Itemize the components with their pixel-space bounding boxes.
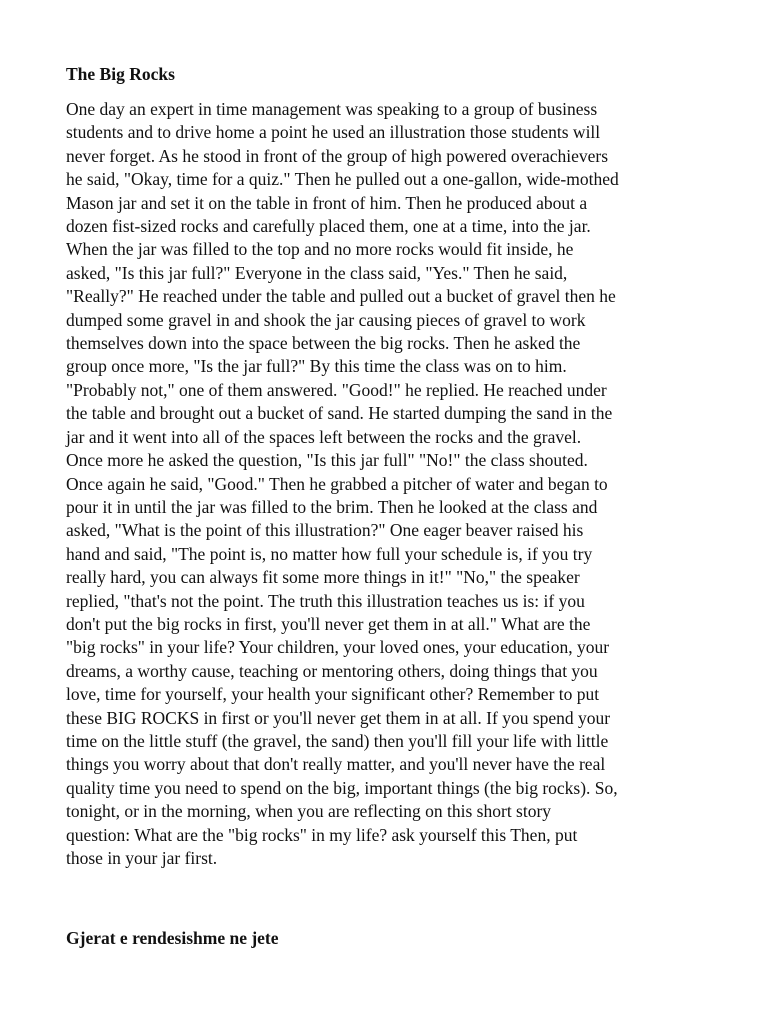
- section-heading: Gjerat e rendesishme ne jete: [66, 928, 279, 948]
- paragraph-line: Once more he asked the question, "Is this jar full" "No!" the class shouted.: [66, 450, 588, 471]
- paragraph-line: Mason jar and set it on the table in front of him. Then he produced about a: [66, 192, 588, 213]
- paragraph-line: jar and it went into all of the spaces left between the rocks and the gravel.: [66, 426, 582, 447]
- paragraph-line: Once again he said, "Good." Then he grabbed a pitcher of water and began to: [66, 473, 608, 494]
- paragraph-line: don't put the big rocks in first, you'll never get them in at all." What are the: [66, 613, 591, 634]
- document-title: The Big Rocks: [66, 64, 175, 84]
- paragraph-line: the table and brought out a bucket of sand. He started dumping the sand in the: [66, 403, 613, 424]
- paragraph-line: things you worry about that don't really matter, and you'll never have the real: [66, 754, 606, 775]
- paragraph-line: hand and said, "The point is, no matter how full your schedule is, if you try: [66, 543, 593, 564]
- paragraph-line: students and to drive home a point he used an illustration those students will: [66, 122, 601, 143]
- paragraph-line: asked, "What is the point of this illustration?" One eager beaver raised his: [66, 520, 584, 541]
- paragraph-line: those in your jar first.: [66, 848, 218, 868]
- paragraph-line: never forget. As he stood in front of the group of high powered overachievers: [66, 145, 609, 166]
- paragraph-line: "Probably not," one of them answered. "Good!" he replied. He reached under: [66, 379, 607, 400]
- paragraph-line: dreams, a worthy cause, teaching or mentoring others, doing things that you: [66, 660, 598, 681]
- paragraph-line: really hard, you can always fit some more things in it!" "No," the speaker: [66, 567, 580, 588]
- paragraph-line: pour it in until the jar was filled to the brim. Then he looked at the class and: [66, 496, 598, 517]
- paragraph-line: asked, "Is this jar full?" Everyone in the class said, "Yes." Then he said,: [66, 262, 568, 283]
- paragraph-line: he said, "Okay, time for a quiz." Then he pulled out a one-gallon, wide-mothed: [66, 169, 619, 190]
- paragraph-line: When the jar was filled to the top and no more rocks would fit inside, he: [66, 239, 574, 260]
- paragraph-line: quality time you need to spend on the big, important things (the big rocks). So,: [66, 777, 618, 798]
- paragraph-line: "big rocks" in your life? Your children, your loved ones, your education, your: [66, 637, 610, 658]
- paragraph-line: "Really?" He reached under the table and pulled out a bucket of gravel then he: [66, 286, 616, 307]
- paragraph-line: One day an expert in time management was speaking to a group of business: [66, 99, 598, 119]
- paragraph-line: question: What are the "big rocks" in my life? ask yourself this Then, put: [66, 824, 578, 845]
- paragraph-line: these BIG ROCKS in first or you'll never get them in at all. If you spend your: [66, 707, 611, 728]
- paragraph-line: dumped some gravel in and shook the jar causing pieces of gravel to work: [66, 309, 586, 330]
- paragraph-line: love, time for yourself, your health your significant other? Remember to put: [66, 684, 600, 705]
- story-paragraph: [66, 98, 706, 870]
- paragraph-line: time on the little stuff (the gravel, the sand) then you'll fill your life with little: [66, 730, 609, 751]
- paragraph-line: themselves down into the space between the big rocks. Then he asked the: [66, 333, 581, 354]
- paragraph-line: group once more, "Is the jar full?" By this time the class was on to him.: [66, 356, 567, 377]
- paragraph-line: tonight, or in the morning, when you are reflecting on this short story: [66, 801, 552, 822]
- paragraph-line: replied, "that's not the point. The truth this illustration teaches us is: if you: [66, 590, 585, 611]
- paragraph-line: dozen fist-sized rocks and carefully placed them, one at a time, into the jar.: [66, 216, 591, 237]
